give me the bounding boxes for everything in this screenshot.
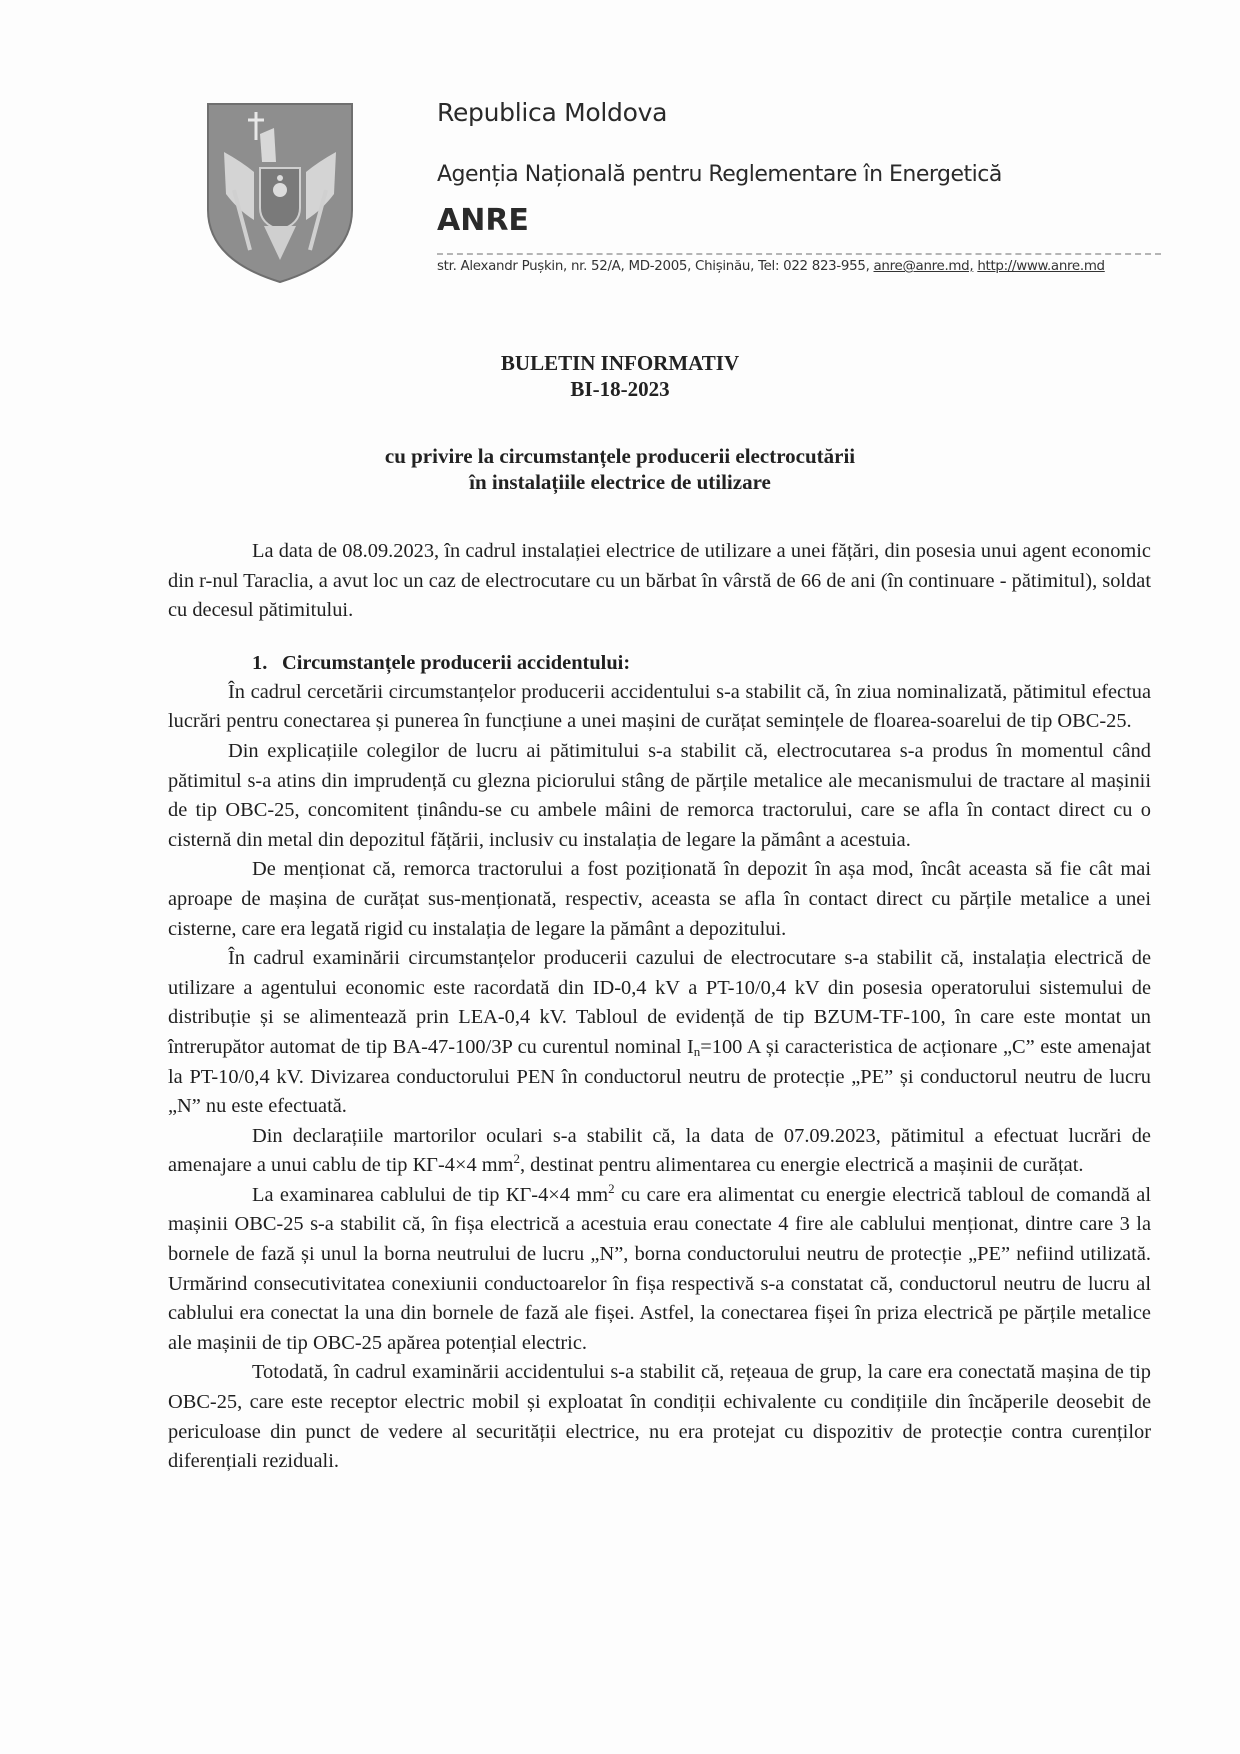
agency-contact-line [437,259,1105,274]
section-heading [168,648,1151,678]
bulletin-title-line: BULETIN INFORMATIV [500,351,740,375]
section-number: 1. [252,651,268,674]
subscript: n [693,1043,701,1059]
paragraph-text: În cadrul examinării circumstanțelor producerii cazului de electrocutare s-a stabilit că, instalația electrică de utilizare a agentului economic este racordată din ID-0,4 kV a PT-10/0,4 kV din posesia operatorului sistemului de distribuție și se alimentează prin LEA-0,4 kV. Tabloul de evidență de tip BZUM-TF-100, în care este montat un întrerupător automat de tip BA-47-100/3P cu curentul nominal I [168,947,1151,1058]
bulletin-subject [0,443,1240,495]
paragraph: Din explicațiile colegilor de lucru ai pătimitului s-a stabilit că, electrocutarea s-a produs în momentul când pătimitul s-a atins din imprudență cu glezna piciorului stâng de părțile metalice ale mecanismului de tractare al mașinii de tip OBC-25, concomitent ținându-se cu ambele mâini de remorca tractorului, care se afla în contact direct cu o cisternă din metal din depozitul fățării, inclusiv cu instalația de legare la pământ a acestuia. [168,739,1151,851]
agency-abbreviation: ANRE [437,203,529,238]
address-text: str. Alexandr Pușkin, nr. 52/A, MD-2005, Chișinău, Tel: 022 823-955, [437,259,874,274]
header-divider [437,253,1161,255]
bulletin-title [0,350,1240,402]
document-body [168,537,1151,1477]
paragraph [168,1181,1151,1359]
paragraph: În cadrul cercetării circumstanțelor producerii accidentului s-a stabilit că, în ziua nominalizată, pătimitul efectua lucrări pentru conectarea și punerea în funcțiune a unei mașini de curățat semințele de floarea-soarelui de tip OBC-25. [168,680,1151,733]
bulletin-number: BI-18-2023 [570,377,670,401]
paragraph: Totodată, în cadrul examinării accidentului s-a stabilit că, rețeaua de grup, la care era conectată mașina de tip OBC-25, care este receptor electric mobil și exploatat în condiții echivalente cu condițiile din încăperile deosebit de periculoase din punct de vedere al securității electrice, nu era protejat cu dispozitiv de protecție contra curenților diferențiali reziduali. [168,1361,1151,1473]
website-link[interactable]: http://www.anre.md [977,259,1105,274]
paragraph [168,1122,1151,1181]
email-link[interactable]: anre@anre.md, [873,259,974,274]
paragraph-text: Din declarațiile martorilor oculari s-a stabilit că, la data de 07.09.2023, pătimitul a efectuat lucrări de amenajare a unui cablu de tip КГ-4×4 mm [168,1124,1151,1177]
coat-of-arms-icon [204,100,356,284]
subject-line-2: în instalațiile electrice de utilizare [469,470,771,494]
paragraph-text: cu care era alimentat cu energie electrică tabloul de comandă al mașinii OBC-25 s-a stabilit că, în fișa electrică a acestuia erau conectate 4 fire ale cablului menționat, dintre care 3 la bornele de fază și unul la borna neutrului de lucru „N”, borna conductorului neutru de protecție „PE” nefiind utilizată. Urmărind consecutivitatea conexiunii conductoarelor în fișa respectivă s-a constatat că, conductorul neutru de lucru al cablului era conectat la una din bornele de fază ale fișei. Astfel, la conectarea fișei în priza electrică pe părțile metalice ale mașinii de tip OBC-25 apărea potențial electric. [168,1183,1152,1354]
subject-line-1: cu privire la circumstanțele producerii electrocutării [384,444,856,468]
intro-paragraph: La data de 08.09.2023, în cadrul instalației electrice de utilizare a unei fățări, din posesia unui agent economic din r-nul Taraclia, a avut loc un caz de electrocutare cu un bărbat în vârstă de 66 de ani (în continuare - pătimitul), soldat cu decesul pătimitului. [168,540,1151,622]
country-name: Republica Moldova [437,98,668,127]
paragraph [168,944,1151,1122]
paragraph-text: , destinat pentru alimentarea cu energie electrică a mașinii de curățat. [519,1154,1084,1177]
paragraph: De menționat că, remorca tractorului a fost poziționată în depozit în așa mod, încât aceasta să fie cât mai aproape de mașina de curățat sus-menționată, respectiv, aceasta se afla în contact direct cu părțile metalice a unei cisterne, care era legată rigid cu instalația de legare la pământ a depozitului. [168,858,1151,940]
agency-name: Agenția Națională pentru Reglementare în Energetică [437,162,1002,187]
superscript: 2 [513,1151,520,1167]
section-title: Circumstanțele producerii accidentului: [282,651,631,674]
superscript: 2 [608,1180,615,1196]
paragraph-text: La examinarea cablului de tip КГ-4×4 mm [252,1183,609,1206]
paragraph-text: =100 A și caracteristica de acționare „C” este amenajat la PT-10/0,4 kV. Divizarea conductorului PEN în conductorul neutru de protecție „PE” și conductorul neutru de lucru „N” nu este efectuată. [168,1035,1151,1118]
